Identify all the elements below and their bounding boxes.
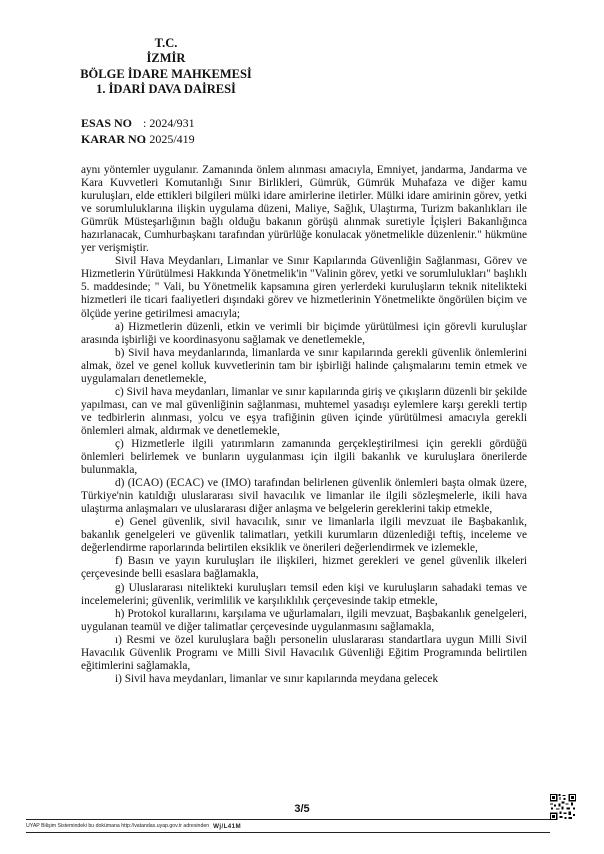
paragraph: f) Basın ve yayın kuruluşları ile ilişkileri, hizmet gerekleri ve genel güvenlik ilkeleri çerçevesinde belli esaslara bağlamakla, (81, 555, 527, 581)
page-number: 3/5 (294, 803, 310, 815)
karar-row (81, 131, 195, 147)
paragraph: h) Protokol kurallarını, karşılama ve uğurlamaları, ilgili mevzuat, Başbakanlık genelgeleri, uygulanan teamül ve diğer talimatlar çerçevesinde uygulanmasını sağlamakla, (81, 607, 527, 633)
footer-text: UYAP Bilişim Sistemindeki bu dokümana http://vatandas.uyap.gov.tr adresinden (26, 823, 210, 829)
paragraph: Sivil Hava Meydanları, Limanlar ve Sınır Kapılarında Güvenliğin Sağlanması, Görev ve Hizmetlerin Yürütülmesi Hakkında Yönetmelik'in "Valinin görev, yetki ve sorumlulukları" başlıklı 5. maddesinde; " Vali, bu Yönetmelik kapsamına giren yerlerdeki kuruluşların teknik nitelikteki hizmetleri ile ticari faaliyetleri dışındaki görev ve hizmetlerinin Yönetmelikte öngörülen biçim ve ölçüde yerine getirilmesi amacıyla; (81, 255, 527, 320)
esas-label: ESAS NO (81, 116, 133, 130)
case-info (81, 115, 195, 147)
paragraph: g) Uluslararası nitelikteki kuruluşları temsil eden kişi ve kuruluşların sahadaki temas ve incelemelerini; güvenlik, verimlilik ve karşılıklılık çerçevesinde takip etmekle, (81, 581, 527, 607)
paragraph: b) Sivil hava meydanlarında, limanlarda ve sınır kapılarında gerekli güvenlik önlemlerini almak, özel ve genel kolluk kuvvetlerinin tam bir işbirliği halinde çalışmalarını temin etmek ve uygulamaları denetlemekle, (81, 346, 527, 385)
paragraph: ç) Hizmetlerle ilgili yatırımların zamanında gerçekleştirilmesi için gerekli gördüğü önlemleri belirlemek ve bunların uygulanması için ilgili bakanlık ve kuruluşlara önerilerde bulunmakla, (81, 437, 527, 477)
paragraph: a) Hizmetlerin düzenli, etkin ve verimli bir biçimde yürütülmesi için görevli kuruluşlar arasında işbirliği ve koordinasyonu sağlamak ve denetlemekle, (81, 320, 527, 346)
paragraph: aynı yöntemler uygulanır. Zamanında önlem alınması amacıyla, Emniyet, jandarma, Jandarma ve Kara Kuvvetleri Komutanlığı Sınır Birlikleri, Gümrük, Gümrük Muhafaza ve diğer kamu kuruluşları, elde ettikleri bilgileri mülki idare amirlerine iletirler. Mülki idare amirinin görev, yetki ve sorumluluklarına ilişkin uygulama düzeni, Maliye, Sağlık, Ulaştırma, Turizm bakanlıkları ile Gümrük Müsteşarlığının bağlı olduğu bakanın görüşü alınmak suretiyle İçişleri Bakanlığınca hazırlanacak, Cumhurbaşkanı tarafından yürürlüğe konulacak yönetmelikle düzenlenir." hükmüne yer verişmiştir. (81, 164, 527, 255)
footer-bar (26, 819, 550, 833)
body-text (81, 164, 527, 686)
paragraph: c) Sivil hava meydanları, limanlar ve sınır kapılarında giriş ve çıkışların düzenli bir şekilde yapılması, can ve mal güvenliğinin sağlanması, muhtemel yasadışı eylemlere karşı gerekli tertip ve tedbirlerin alınması, yolcu ve eşya trafiğinin güven içinde yürütülmesi amacıyla gerekli önlemleri almak, aldırmak ve denetlemekle, (81, 385, 527, 437)
header-line-city: İZMİR (146, 51, 186, 66)
qr-code-icon (550, 794, 576, 820)
paragraph: e) Genel güvenlik, sivil havacılık, sınır ve limanlarla ilgili mevzuat ile Başbakanlık, bakanlık genelgeleri ve güvenlik talimatları, yetkili kurumların düzenlediği teftiş, inceleme ve değerlendirme raporlarında belirtilen eksiklik ve önerileri değerlendirmek ve izlemekle, (81, 516, 527, 555)
court-header (62, 36, 270, 98)
header-line-court: BÖLGE İDARE MAHKEMESİ (80, 66, 252, 81)
karar-value: : 2025/419 (143, 132, 195, 146)
paragraph: d) (ICAO) (ECAC) ve (IMO) tarafından belirlenen güvenlik önlemleri başta olmak üzere, Türkiye'nin katıldığı uluslararası sivil havacılık ve limanlar ile ilgili sözleşmelerle, ikili hava ulaştırma anlaşmaları ve uluslararası diğer anlaşma ve belgelerin gereklerini takip etmekle, (81, 477, 527, 516)
paragraph: i) Sivil hava meydanları, limanlar ve sınır kapılarında meydana gelecek (115, 672, 439, 685)
verification-code: Wj/L41M (213, 822, 242, 830)
header-line-tc: T.C. (154, 36, 178, 50)
header-line-chamber: 1. İDARİ DAVA DAİRESİ (96, 82, 236, 97)
esas-value: : 2024/931 (143, 116, 195, 130)
karar-label: KARAR NO (81, 132, 146, 146)
esas-row (81, 115, 195, 131)
paragraph: ı) Resmi ve özel kuruluşlara bağlı personelin uluslararası standartlara uygun Milli Sivil Havacılık Güvenlik Programı ve Milli Sivil Havacılık Güvenliği Eğitim Programında belirtilen eğitimlerini sağlamakla, (81, 633, 527, 672)
